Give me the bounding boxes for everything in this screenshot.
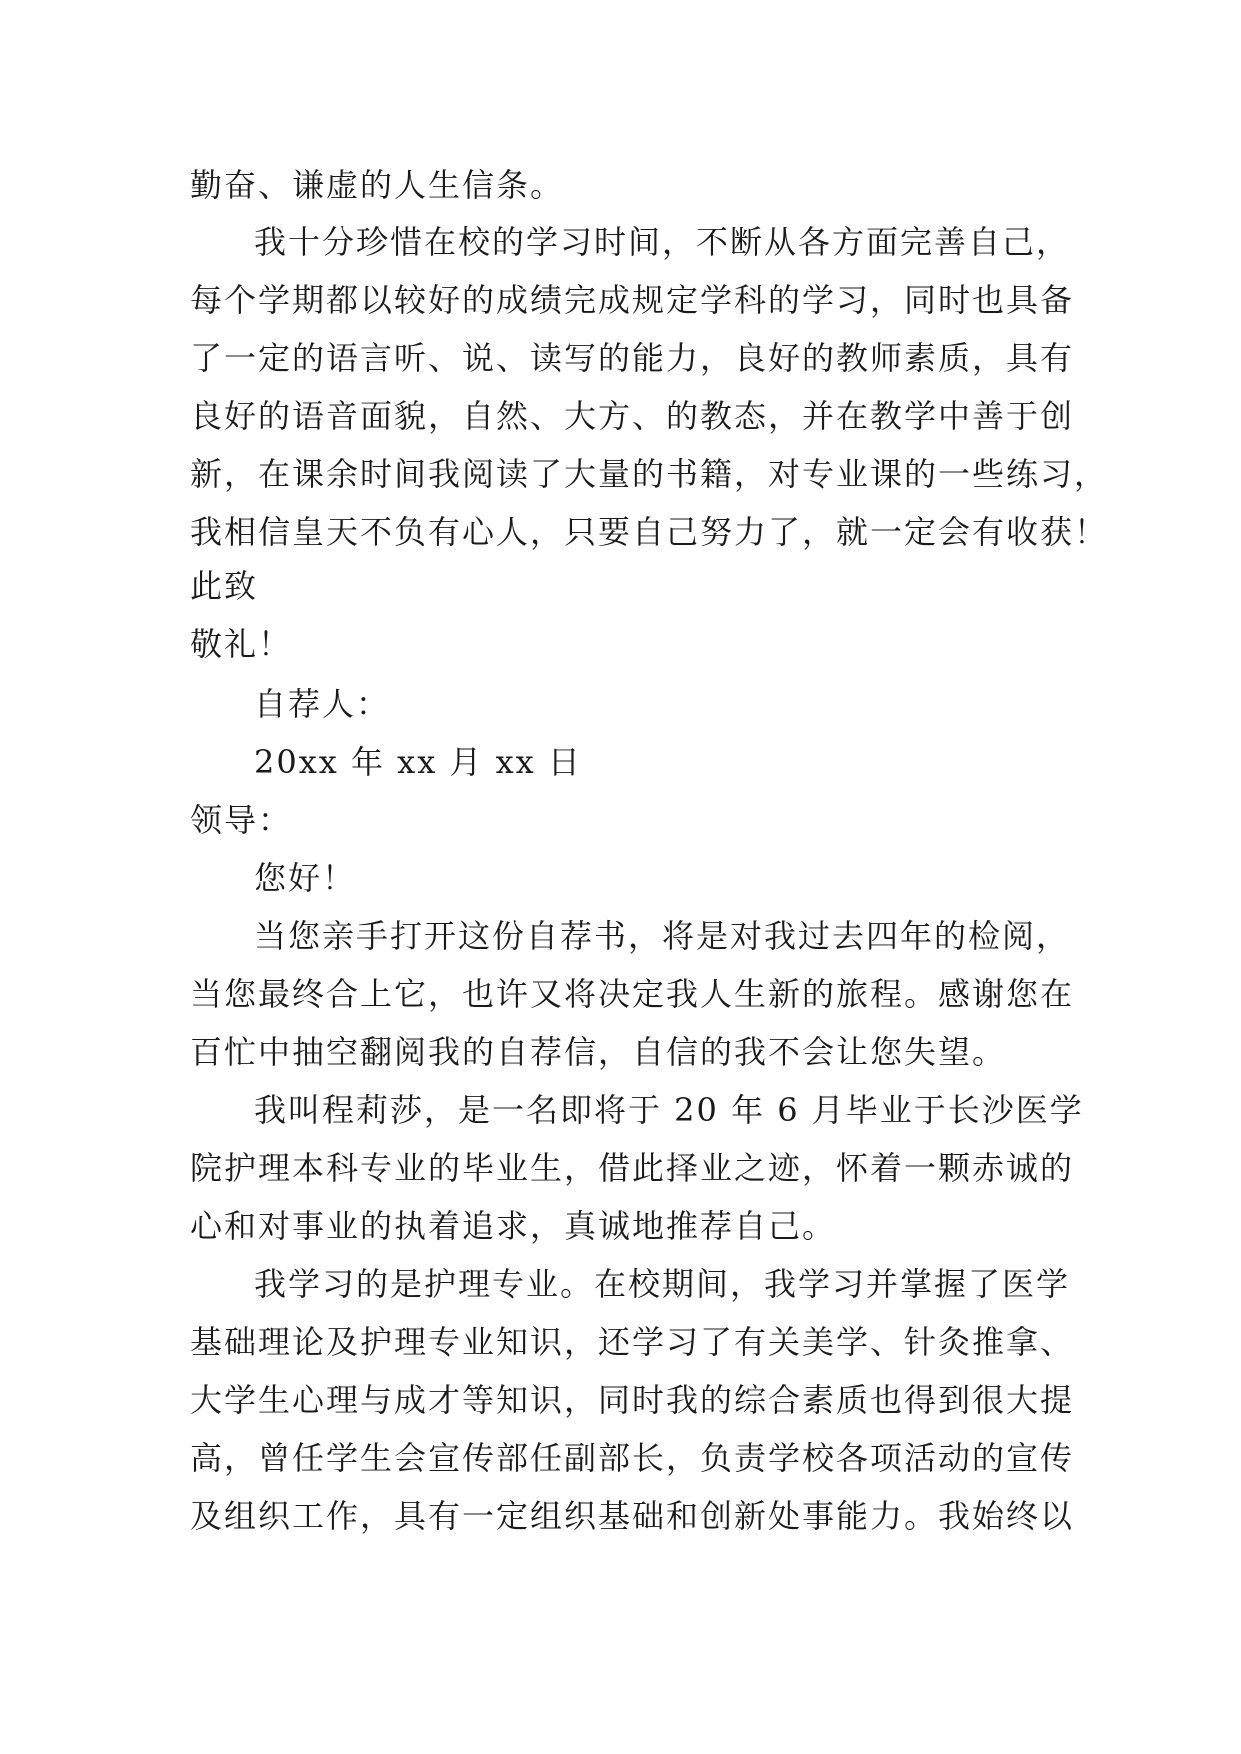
text-line: 新，在课余时间我阅读了大量的书籍，对专业课的一些练习， xyxy=(190,455,1109,493)
text-line: 了一定的语言听、说、读写的能力，良好的教师素质，具有 xyxy=(190,339,1075,377)
text-line: 心和对事业的执着追求，真诚地推荐自己。 xyxy=(190,1207,837,1245)
text-line: 基础理论及护理专业知识，还学习了有关美学、针灸推拿、 xyxy=(190,1323,1075,1361)
text-line: 我叫程莉莎，是一名即将于 20 年 6 月毕业于长沙医学 xyxy=(254,1091,1084,1129)
text-line: 我十分珍惜在校的学习时间，不断从各方面完善自己， xyxy=(254,223,1071,261)
text-line: 我相信皇天不负有心人，只要自己努力了，就一定会有收获！ xyxy=(190,513,1109,551)
text-line: 百忙中抽空翻阅我的自荐信，自信的我不会让您失望。 xyxy=(190,1033,1007,1071)
closing-salutation: 此致 xyxy=(190,567,259,605)
text-line: 勤奋、谦虚的人生信条。 xyxy=(190,166,565,204)
text-line: 及组织工作，具有一定组织基础和创新处事能力。我始终以 xyxy=(190,1497,1075,1535)
closing-regards: 敬礼！ xyxy=(190,625,293,663)
text-line: 当您亲手打开这份自荐书，将是对我过去四年的检阅， xyxy=(254,917,1071,955)
text-line: 大学生心理与成才等知识，同时我的综合素质也得到很大提 xyxy=(190,1381,1075,1419)
greeting-addressee: 领导： xyxy=(190,801,293,839)
text-line: 高，曾任学生会宣传部任副部长，负责学校各项活动的宣传 xyxy=(190,1439,1075,1477)
text-line: 良好的语音面貌，自然、大方、的教态，并在教学中善于创 xyxy=(190,397,1075,435)
text-line: 我学习的是护理专业。在校期间，我学习并掌握了医学 xyxy=(254,1265,1071,1303)
text-line: 每个学期都以较好的成绩完成规定学科的学习，同时也具备 xyxy=(190,281,1075,319)
date-line: 20xx 年 xx 月 xx 日 xyxy=(254,743,582,781)
text-line: 当您最终合上它，也许又将决定我人生新的旅程。感谢您在 xyxy=(190,975,1075,1013)
text-line: 院护理本科专业的毕业生，借此择业之迹，怀着一颗赤诚的 xyxy=(190,1149,1075,1187)
signature-label: 自荐人： xyxy=(254,685,391,723)
greeting: 您好！ xyxy=(254,859,357,897)
